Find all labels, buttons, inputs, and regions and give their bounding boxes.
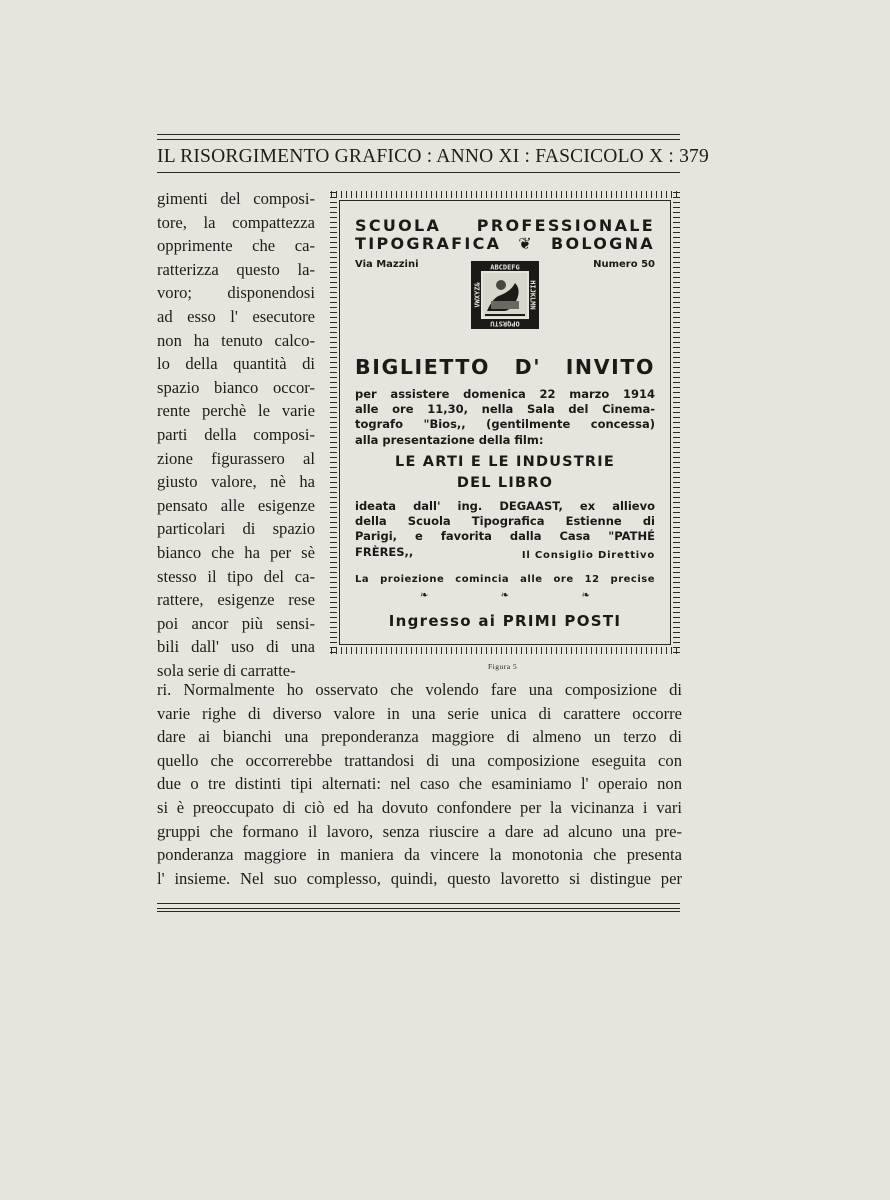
- printers-emblem-icon: [471, 261, 539, 329]
- text-line: opprimente che ca-: [157, 236, 315, 256]
- invite-line: per assistere domenica 22 marzo 1914: [355, 387, 655, 401]
- leaf-ornament-icon: ❧: [420, 590, 429, 601]
- invite-line: tografo "Bios,, (gentilmente concessa): [355, 417, 655, 432]
- text-line: parti della composi-: [157, 424, 315, 444]
- emblem-top-letters: ABCDEFG: [490, 263, 520, 272]
- text-line: lo della quantità di: [157, 354, 315, 374]
- text-line: quello che occorrerebbe trattandosi di una composizione eseguita con: [157, 750, 682, 770]
- text-line: particolari di spazio: [157, 519, 315, 539]
- credit-line: Parigi, e favorita dalla Casa "PATHÉ: [355, 529, 655, 544]
- credit-line: FRÈRES,,: [355, 544, 414, 559]
- text-line: bianco che ha per sè: [157, 542, 315, 562]
- text-line: tore, la compattezza: [157, 212, 315, 232]
- text-line: gruppi che formano il lavoro, senza riuscire a dare ad alcuno una pre-: [157, 821, 682, 841]
- text-line: sola serie di carratte-: [157, 660, 296, 680]
- text-line: ad esso l' esecutore: [157, 306, 315, 326]
- film-title-line1: LE ARTI E LE INDUSTRIE: [395, 454, 615, 470]
- text-line: due o tre distinti tipi alternati: nel caso che esaminiamo l' operaio non: [157, 774, 682, 794]
- footer-rule: [157, 911, 680, 912]
- running-head-text: IL RISORGIMENTO GRAFICO : ANNO XI : FASCICOLO X : 379: [157, 146, 709, 167]
- emblem-bottom-letters: OPQRSTU: [490, 319, 520, 328]
- council-signature: Il Consiglio Direttivo: [521, 550, 655, 561]
- entry-note: Ingresso ai PRIMI POSTI: [388, 612, 622, 630]
- invitation-title: BIGLIETTO D' INVITO: [355, 355, 655, 379]
- text-line: ponderanza maggiore in maniera da vincere la monotonia che presenta: [157, 845, 682, 865]
- text-line: non ha tenuto calco-: [157, 330, 315, 350]
- text-line: bili dall' uso di una: [157, 637, 315, 657]
- film-title-line2: DEL LIBRO: [456, 475, 554, 491]
- emblem-right-letters: HIJKLMN: [528, 280, 537, 310]
- text-line: voro; disponendosi: [157, 283, 315, 303]
- credit-line: ideata dall' ing. DEGAAST, ex allievo: [355, 499, 655, 513]
- invite-line: alle ore 11,30, nella Sala del Cinema-: [355, 402, 655, 417]
- text-line: gimenti del composi-: [157, 189, 315, 208]
- invitation-figure: [330, 191, 680, 654]
- running-head: [157, 144, 709, 170]
- text-line: varie righe di diverso valore in una serie unica di carattere occorre: [157, 703, 682, 723]
- text-line: dare ai bianchi una preponderanza maggiore di almeno un terzo di: [157, 727, 682, 747]
- footer-double-rule: [157, 903, 680, 909]
- text-line: si è preoccupato di ciò ed ha dovuto confondere per la vicinanza i vari: [157, 797, 682, 817]
- projection-time: La proiezione comincia alle ore 12 precise: [355, 574, 655, 585]
- leaf-ornament-icon: ❧: [581, 590, 590, 601]
- header-rule: [157, 172, 680, 173]
- narrow-column: [157, 187, 315, 682]
- invitation-card: [339, 200, 671, 645]
- text-line: rente perchè le varie: [157, 401, 315, 421]
- emblem-left-letters: VWXYZ&: [473, 282, 482, 308]
- text-line: poi ancor più sensi-: [157, 613, 315, 633]
- text-line: ratterizza questo la-: [157, 259, 315, 279]
- figure-caption: Figura 5: [488, 662, 518, 671]
- ticket-number: Numero 50: [593, 259, 655, 270]
- header-double-rule: [157, 134, 680, 140]
- school-name-line2: TIPOGRAFICA ❦ BOLOGNA: [355, 234, 655, 253]
- credit-line: della Scuola Tipografica Estienne di: [355, 514, 655, 529]
- text-line: spazio bianco occor-: [157, 377, 315, 397]
- invite-line: alla presentazione della film:: [355, 432, 544, 447]
- text-line: giusto valore, nè ha: [157, 472, 315, 492]
- ornament-row: [420, 590, 590, 601]
- text-line: ri. Normalmente ho osservato che volendo fare una composizione di: [157, 680, 682, 699]
- school-name-line1: SCUOLA PROFESSIONALE: [355, 216, 655, 235]
- text-line: l' insieme. Nel suo complesso, quindi, questo lavoretto si distingue per: [157, 868, 682, 888]
- leaf-ornament-icon: ❧: [500, 590, 510, 601]
- text-line: pensato alle esigenze: [157, 495, 315, 515]
- school-address: Via Mazzini: [355, 259, 419, 270]
- full-width-text: [157, 678, 682, 890]
- text-line: zione figurassero al: [157, 448, 315, 468]
- text-line: stesso il tipo del ca-: [157, 566, 315, 586]
- text-line: rattere, esigenze rese: [157, 590, 315, 610]
- invitation-text: [355, 387, 655, 448]
